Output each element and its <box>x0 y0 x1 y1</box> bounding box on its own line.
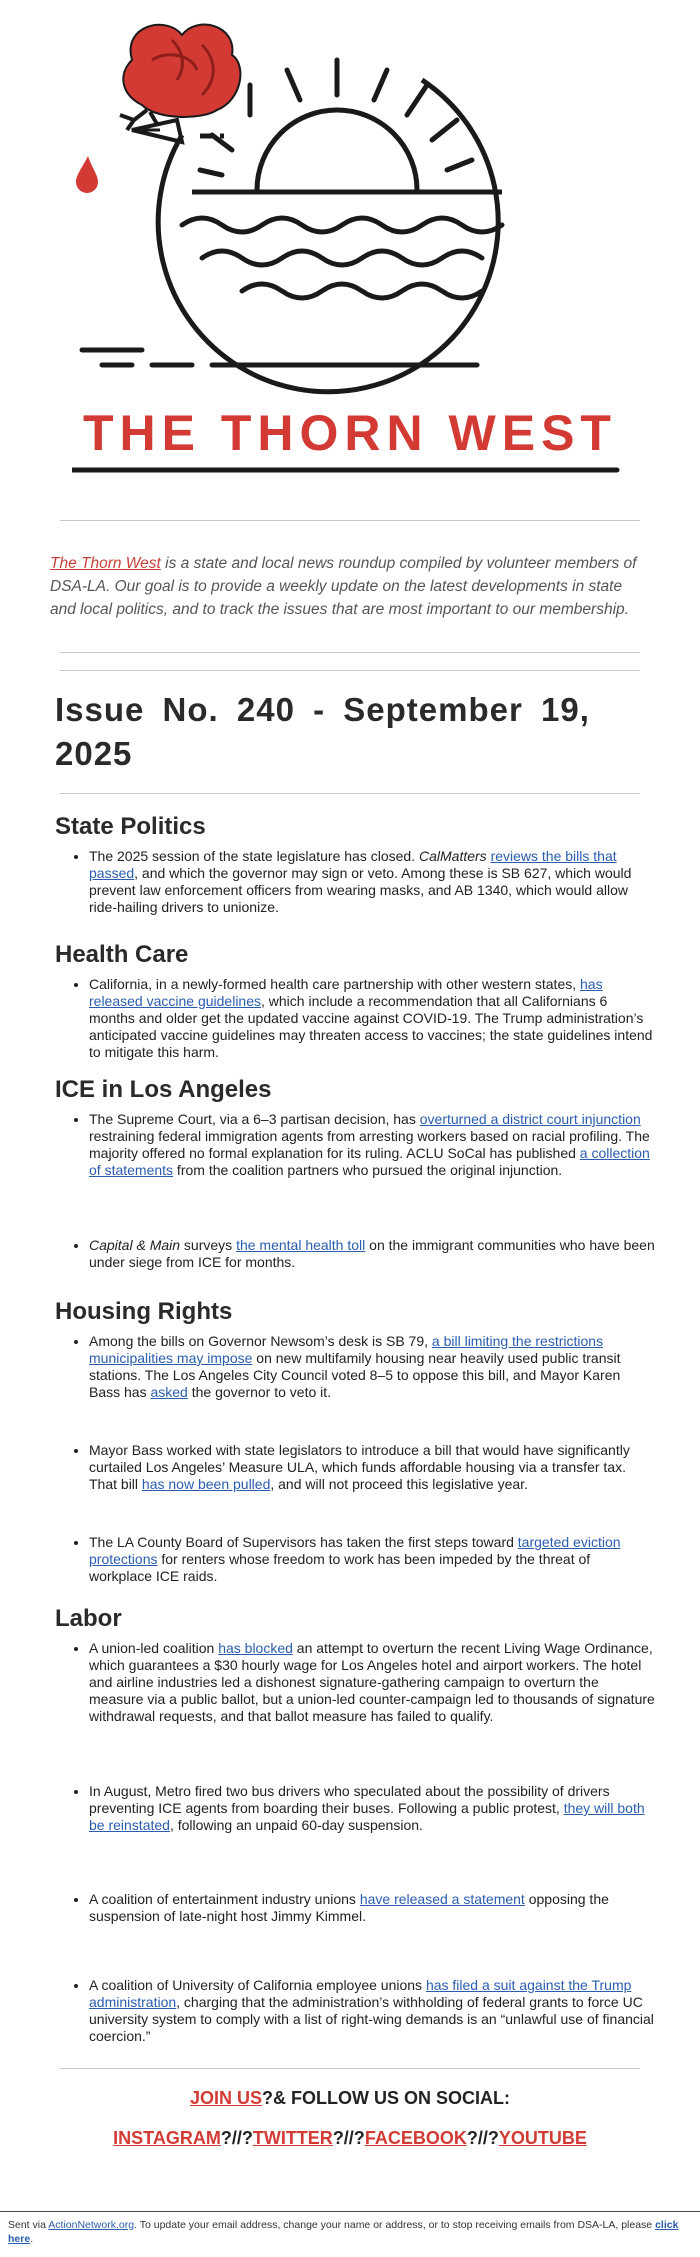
thorn-west-link[interactable]: The Thorn West <box>50 555 161 572</box>
list-item: • In August, Metro fired two bus drivers who speculated about the possibility of drivers preventing ICE agents from boarding their buses. Following a public protest, they will both be reinstated, following an unpaid 60-day suspension. <box>89 1783 655 1834</box>
call-to-action: JOIN US?& FOLLOW US ON SOCIAL: <box>189 2088 510 2108</box>
divider <box>60 652 640 653</box>
list-item: • A union-led coalition has blocked an attempt to overturn the recent Living Wage Ordinance, which guarantees a $30 hourly wage for Los Angeles hotel and airport workers. The hotel and airline industries led a dishonest signature-gathering campaign to overturn the measure via a public ballot, but a union-led counter-campaign led to thousands of signature withdrawal requests, and that ballot measure has failed to qualify. <box>89 1640 655 1725</box>
housing-list <box>55 1333 655 1401</box>
rose-bird-sunset-logo <box>72 20 628 490</box>
footer-divider <box>0 2211 700 2212</box>
masthead-title: THE THORN WEST <box>83 405 617 461</box>
facebook-link[interactable]: FACEBOOK <box>364 2128 467 2148</box>
actionnetwork-link[interactable]: ActionNetwork.org <box>48 2219 135 2231</box>
state-politics-list <box>55 848 655 916</box>
intro-paragraph: The Thorn West is a state and local news roundup compiled by volunteer members of DSA-LA. Our goal is to provide a weekly update on the latest developments in state and local politics, and to track the issues that are most important to our membership. <box>50 555 637 618</box>
list-item: • The Supreme Court, via a 6–3 partisan decision, has overturned a district court injunction restraining federal immigration agents from arresting workers based on racial profiling. The majority offered no formal explanation for its ruling. ACLU SoCal has published a collection of statements from the coalition partners who pursued the original injunction. <box>89 1111 655 1179</box>
unsubscribe-link[interactable]: click here <box>8 2219 679 2245</box>
article-link[interactable]: a collection of statements <box>89 1145 650 1178</box>
labor-list <box>55 1977 655 2045</box>
instagram-link[interactable]: INSTAGRAM <box>113 2128 221 2148</box>
youtube-link[interactable]: YOUTUBE <box>498 2128 587 2148</box>
article-link[interactable]: they will both be reinstated <box>89 1800 645 1833</box>
footer: Sent via ActionNetwork.org. To update your email address, change your name or address, or to stop receiving emails from DSA-LA, please click here. <box>8 2219 679 2245</box>
list-item: • Capital & Main surveys the mental health toll on the immigrant communities who have been under siege from ICE for months. <box>89 1237 655 1271</box>
article-link[interactable]: has blocked <box>218 1640 293 1656</box>
list-item: • A coalition of University of California employee unions has filed a suit against the Trump administration, charging that the administration’s withholding of federal grants to force UC university system to comply with a list of right-wing demands is an “unlawful use of financial coercion.” <box>89 1977 655 2045</box>
article-link[interactable]: targeted eviction protections <box>89 1534 621 1567</box>
article-link[interactable]: asked <box>150 1384 188 1400</box>
list-item: • Mayor Bass worked with state legislators to introduce a bill that would have significantly curtailed Los Angeles’ Measure ULA, which funds affordable housing via a transfer tax. That bill has now been pulled, and will not proceed this legislative year. <box>89 1442 655 1493</box>
divider <box>60 670 640 671</box>
join-us-link[interactable]: JOIN US <box>189 2088 263 2108</box>
divider <box>60 520 640 521</box>
red-drop-icon <box>76 156 98 193</box>
health-care-list <box>55 976 655 1061</box>
rose-icon <box>120 25 240 130</box>
list-item: • A coalition of entertainment industry unions have released a statement opposing the suspension of late-night host Jimmy Kimmel. <box>89 1891 655 1925</box>
ice-list <box>55 1111 655 1179</box>
social-links: INSTAGRAM?//?TWITTER?//?FACEBOOK?//?YOUTUBE <box>113 2128 587 2148</box>
article-link[interactable]: has released vaccine guidelines <box>89 976 603 1009</box>
divider <box>60 2068 640 2069</box>
article-link[interactable]: has now been pulled <box>141 1476 271 1492</box>
article-link[interactable]: a bill limiting the restrictions municipalities may impose <box>89 1333 604 1366</box>
article-link[interactable]: reviews the bills that passed <box>89 848 617 881</box>
list-item: • California, in a newly-formed health care partnership with other western states, has released vaccine guidelines, which include a recommendation that all Californians 6 months and older get the updated vaccine against COVID-19. The Trump administration’s anticipated vaccine guidelines may threaten access to vaccines; the state guidelines intend to mitigate this harm. <box>89 976 655 1061</box>
section-title-labor: Labor <box>55 1605 122 1632</box>
waves <box>182 218 502 298</box>
labor-list <box>55 1891 655 1925</box>
labor-list <box>55 1640 655 1725</box>
list-item: • The LA County Board of Supervisors has taken the first steps toward targeted eviction protections for renters whose freedom to work has been impeded by the threat of workplace ICE raids. <box>89 1534 655 1585</box>
section-title-health-care: Health Care <box>55 941 189 968</box>
housing-list <box>55 1442 655 1493</box>
list-item: • The 2025 session of the state legislature has closed. CalMatters reviews the bills that passed, and which the governor may sign or veto. Among these is SB 627, which would prevent law enforcement officers from wearing masks, and AB 1340, which would allow ride-hailing drivers to unionize. <box>89 848 655 916</box>
issue-heading: Issue No. 240 - September 19, 2025 <box>55 691 590 772</box>
labor-list <box>55 1783 655 1834</box>
divider <box>60 793 640 794</box>
article-link[interactable]: have released a statement <box>359 1891 525 1907</box>
section-title-state-politics: State Politics <box>55 813 206 840</box>
article-link[interactable]: the mental health toll <box>236 1237 366 1253</box>
twitter-link[interactable]: TWITTER <box>252 2128 333 2148</box>
section-title-ice: ICE in Los Angeles <box>55 1076 272 1103</box>
article-link[interactable]: overturned a district court injunction <box>419 1111 641 1127</box>
list-item: • Among the bills on Governor Newsom’s desk is SB 79, a bill limiting the restrictions municipalities may impose on new multifamily housing near heavily used public transit stations. The Los Angeles City Council voted 8–5 to oppose this bill, and Mayor Karen Bass has asked the governor to veto it. <box>89 1333 655 1401</box>
section-title-housing: Housing Rights <box>55 1298 233 1325</box>
ice-list <box>55 1237 655 1271</box>
housing-list <box>55 1534 655 1585</box>
article-link[interactable]: has filed a suit against the Trump administration <box>89 1977 632 2010</box>
sun-icon <box>257 110 417 190</box>
